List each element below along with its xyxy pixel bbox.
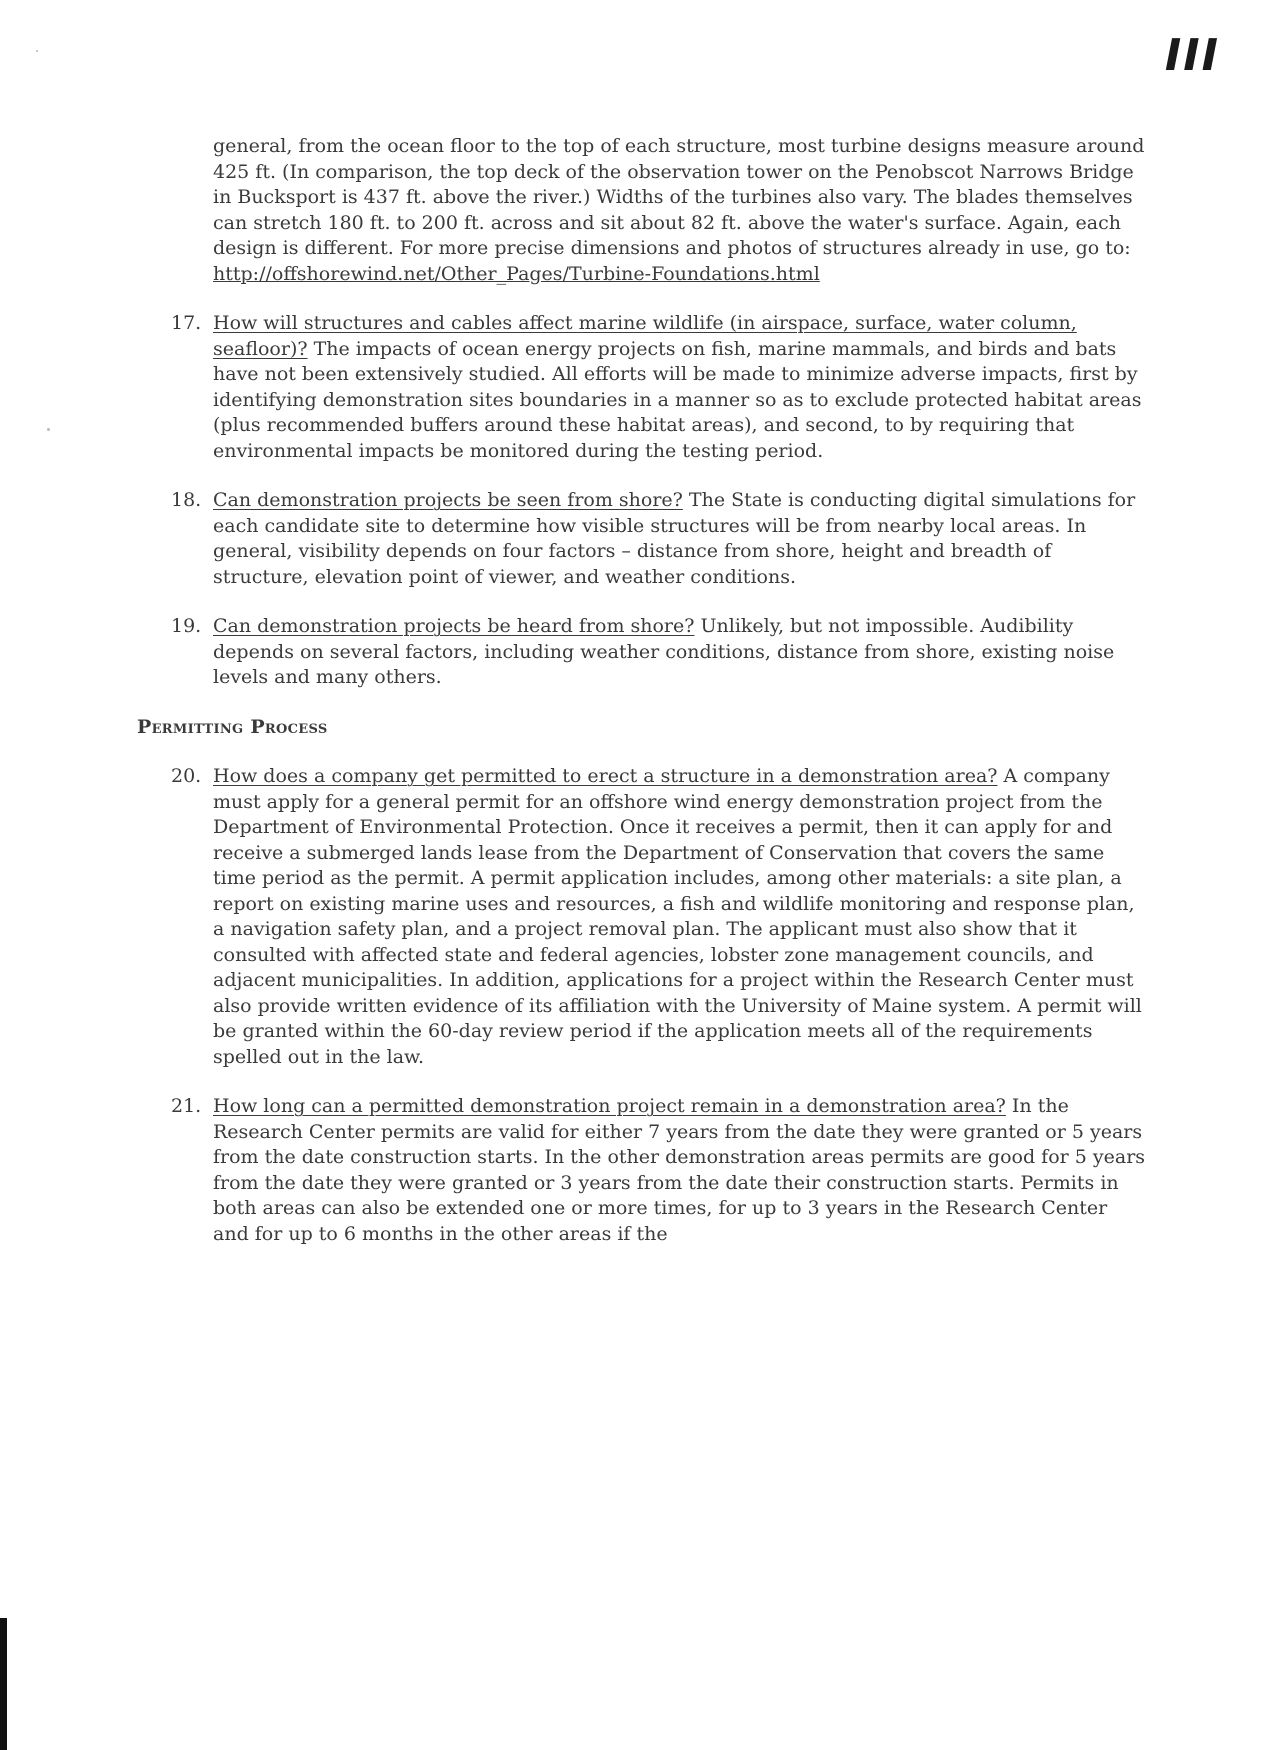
faq-number: 21. (171, 1095, 202, 1117)
scan-speck (47, 428, 50, 431)
faq-answer: A company must apply for a general permit for an offshore wind energy demonstration project from the Department of Environmental Protection. Once it receives a permit, then it can apply for and receive a submerged lands lease from the Department of Conservation that covers the same time period as the permit. A permit application includes, among other materials: a site plan, a report on existing marine uses and resources, a fish and wildlife monitoring and response plan, a navigation safety plan, and a project removal plan. The applicant must also show that it consulted with affected state and federal agencies, lobster zone management councils, and adjacent municipalities. In addition, applications for a project within the Research Center must also provide written evidence of its affiliation with the University of Maine system. A permit will be granted within the 60-day review period if the application meets all of the requirements spelled out in the law. (213, 765, 1142, 1068)
faq-question: How does a company get permitted to erect a structure in a demonstration area? (213, 765, 998, 787)
faq-number: 18. (171, 489, 202, 511)
faq-question: How long can a permitted demonstration project remain in a demonstration area? (213, 1095, 1006, 1117)
faq-question: How will structures and cables affect marine wildlife (in airspace, surface, water column, seafloor)? (213, 312, 1077, 360)
faq-answer: Unlikely, but not impossible. Audibility depends on several factors, including weather conditions, distance from shore, existing noise levels and many others. (213, 615, 1115, 688)
faq-question: Can demonstration projects be seen from shore? (213, 489, 683, 511)
intro-paragraph (213, 134, 1147, 287)
faq-answer: The impacts of ocean energy projects on fish, marine mammals, and birds and bats have not been extensively studied. All efforts will be made to minimize adverse impacts, first by identifying demonstration sites boundaries in a manner so as to exclude protected habitat areas (plus recommended buffers around these habitat areas), and second, to by requiring that environmental impacts be monitored during the testing period. (213, 337, 1142, 462)
faq-item-17 (171, 311, 1147, 464)
faq-item-18 (171, 488, 1147, 590)
faq-number: 20. (171, 765, 202, 787)
section-heading-permitting-process: Permitting Process (137, 715, 328, 738)
scan-speck (36, 50, 38, 52)
document-body (137, 134, 1147, 1247)
faq-question: Can demonstration projects be heard from shore? (213, 615, 695, 637)
faq-item-20 (171, 764, 1147, 1070)
page-number-mark: III (1164, 30, 1220, 81)
faq-answer: The State is conducting digital simulations for each candidate site to determine how visible structures will be from nearby local areas. In general, visibility depends on four factors – distance from shore, height and breadth of structure, elevation point of viewer, and weather conditions. (213, 489, 1136, 588)
faq-item-21 (171, 1094, 1147, 1247)
intro-text: general, from the ocean floor to the top of each structure, most turbine designs measure around 425 ft. (In comparison, the top deck of the observation tower on the Penobscot Narrows Bridge in Bucksport is 437 ft. above the river.) Widths of the turbines also vary. The blades themselves can stretch 180 ft. to 200 ft. across and sit about 82 ft. above the water's surface. Again, each design is different. For more precise dimensions and photos of structures already in use, go to: (213, 135, 1145, 259)
faq-answer: In the Research Center permits are valid for either 7 years from the date they were granted or 5 years from the date construction starts. In the other demonstration areas permits are good for 5 years from the date they were granted or 3 years from the date their construction starts. Permits in both areas can also be extended one or more times, for up to 3 years in the Research Center and for up to 6 months in the other areas if the (213, 1095, 1146, 1245)
faq-number: 17. (171, 312, 202, 334)
faq-item-19 (171, 614, 1147, 691)
faq-number: 19. (171, 615, 202, 637)
scan-edge-shadow (0, 1618, 7, 1750)
turbine-foundations-link[interactable]: http://offshorewind.net/Other_Pages/Turbine-Foundations.html (213, 262, 820, 285)
